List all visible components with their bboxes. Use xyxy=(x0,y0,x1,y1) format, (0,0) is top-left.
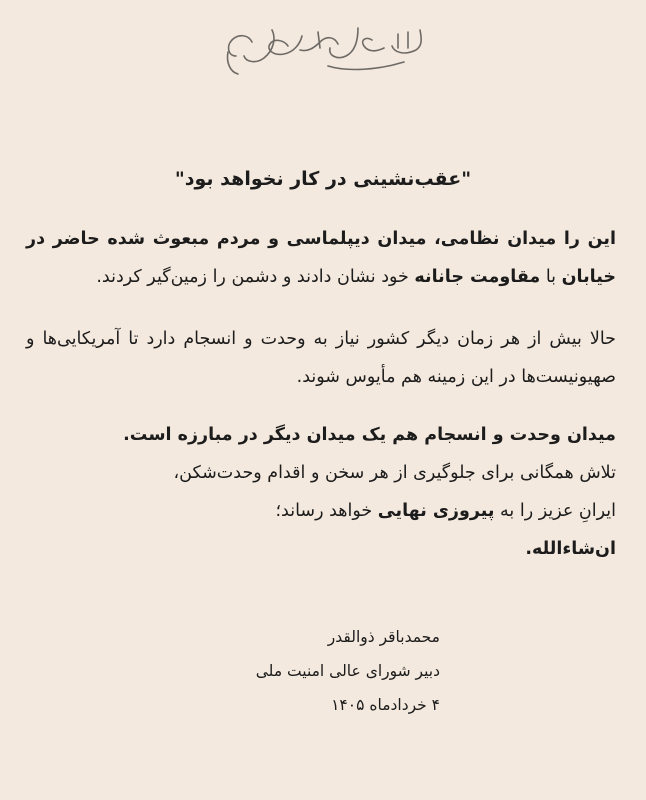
final-victory-phrase: پیروزی نهایی xyxy=(377,501,495,521)
signatory-position: دبیر شورای عالی امنیت ملی xyxy=(255,662,440,680)
statement-date: ۴ خردادماه ۱۴۰۵ xyxy=(331,696,440,714)
text-tail: خود نشان دادند و دشمن را زمین‌گیر کردند. xyxy=(96,267,415,287)
paragraph-3 xyxy=(26,416,616,568)
inshallah-line: ان‌شاءالله. xyxy=(525,539,616,559)
paragraph-1 xyxy=(26,220,616,296)
effort-line: تلاش همگانی برای جلوگیری از هر سخن و اقدام وحدت‌شکن، xyxy=(173,463,616,483)
victory-line-start: ایرانِ عزیز را به xyxy=(494,501,616,521)
unity-line: میدان وحدت و انسجام هم یک میدان دیگر در مبارزه است. xyxy=(123,425,616,445)
victory-line-end: خواهد رساند؛ xyxy=(275,501,378,521)
bold-phrase-fronts: این را میدان نظامی، میدان دیپلماسی و مردم مبعوث شده حاضر در خیابان xyxy=(26,229,616,287)
victory-line xyxy=(26,492,616,530)
signature-block xyxy=(0,620,440,722)
bold-phrase-resistance: مقاومت جانانه xyxy=(414,267,541,287)
paragraph-2: حالا بیش از هر زمان دیگر کشور نیاز به وحدت و انسجام دارد تا آمریکایی‌ها و صهیونیست‌ها در این زمینه هم مأیوس شوند. xyxy=(26,329,616,387)
signatory-name: محمدباقر ذوالقدر xyxy=(327,628,440,646)
bismillah-calligraphy xyxy=(0,22,646,92)
statement-title: "عقب‌نشینی در کار نخواهد بود" xyxy=(174,168,472,190)
text-connector: با xyxy=(540,267,562,287)
